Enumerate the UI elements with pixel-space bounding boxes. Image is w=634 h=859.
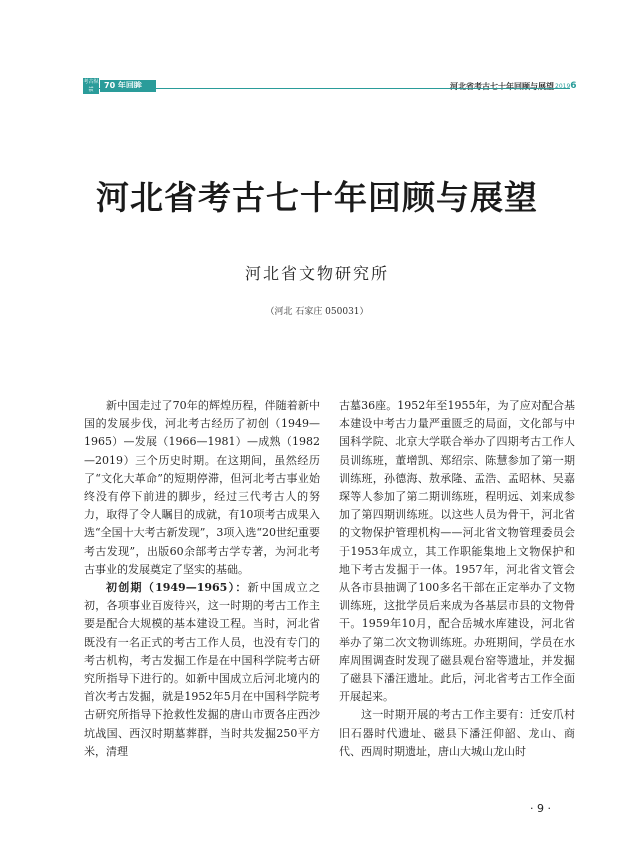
period-heading: 初创期（1949—1965）：: [106, 581, 248, 595]
page-number: · 9 ·: [530, 802, 551, 815]
issue-number: 6: [570, 81, 577, 91]
author-affiliation: （河北 石家庄 050031）: [265, 307, 369, 317]
article-title: 河北省考古七十年回顾与展望: [96, 178, 538, 217]
section-tab: 70 年回眸: [100, 80, 156, 92]
issue-mark: [555, 80, 577, 93]
header-divider: [83, 88, 570, 89]
paragraph-text: 新中国成立之初，各项事业百废待兴，这一时期的考古工作主要是配合大规模的基本建设工程。当时，河北省既没有一名正式的考古工作人员，也没有专门的考古机构，考古发掘工作是在中国科学院考古研究所指导下进行的。如新中国成立后河北境内的首次考古发掘，就是1952年5月在中国科学院考古研究所指导下抢救性发掘的唐山市贾各庄西沙坑战国、西汉时期墓葬群，当时共发掘250平方米，清理: [84, 581, 321, 758]
paragraph: [84, 579, 320, 761]
journal-logo: 考古纵横: [83, 79, 99, 93]
body-column-right: [339, 397, 575, 761]
issue-year: 2019: [555, 83, 571, 90]
body-column-left: [84, 397, 320, 761]
article-author: 河北省文物研究所: [244, 264, 389, 283]
paragraph: 古墓36座。1952年至1955年，为了应对配合基本建设中考古力量严重匮乏的局面，文化部与中国科学院、北京大学联合举办了四期考古工作人员训练班，董增凯、郑绍宗、陈慧参加了第一期训练班，孙德海、敖承隆、孟浩、孟昭林、吴嘉琛等人参加了第二期训练班，程明远、刘来成参加了第四期训练班。以这些人员为骨干，河北省的文物保护管理机构——河北省文物管理委员会于1953年成立，其工作职能集地上文物保护和地下考古发掘于一体。1957年，河北省文管会从各市县抽调了100多名干部在正定举办了文物训练班，这批学员后来成为各基层市县的文物骨干。1959年10月，配合岳城水库建设，河北省举办了第二次文物训练班。办班期间，学员在水库周围调查时发现了磁县观台窑等遗址，并发掘了磁县下潘汪遗址。此后，河北省考古工作全面开展起来。: [339, 399, 575, 704]
paragraph: 新中国走过了70年的辉煌历程，伴随着新中国的发展步伐，河北考古经历了初创（1949—1965）—发展（1966—1981）—成熟（1982—2019）三个历史时期。在这期间，虽然经历了“文化大革命”的短期停滞，但河北考古事业始终没有停下前进的脚步，经过三代考古人的努力，取得了令人瞩目的成就，有10项考古成果入选“全国十大考古新发现”，3项入选“20世纪重要考古发现”，出版60余部考古学专著，为河北考古事业的发展奠定了坚实的基础。: [84, 399, 320, 576]
running-title: 河北省考古七十年回顾与展望: [450, 81, 554, 91]
paragraph: 这一时期开展的考古工作主要有：迁安爪村旧石器时代遗址、磁县下潘汪仰韶、龙山、商代、西周时期遗址，唐山大城山龙山时: [339, 708, 575, 758]
